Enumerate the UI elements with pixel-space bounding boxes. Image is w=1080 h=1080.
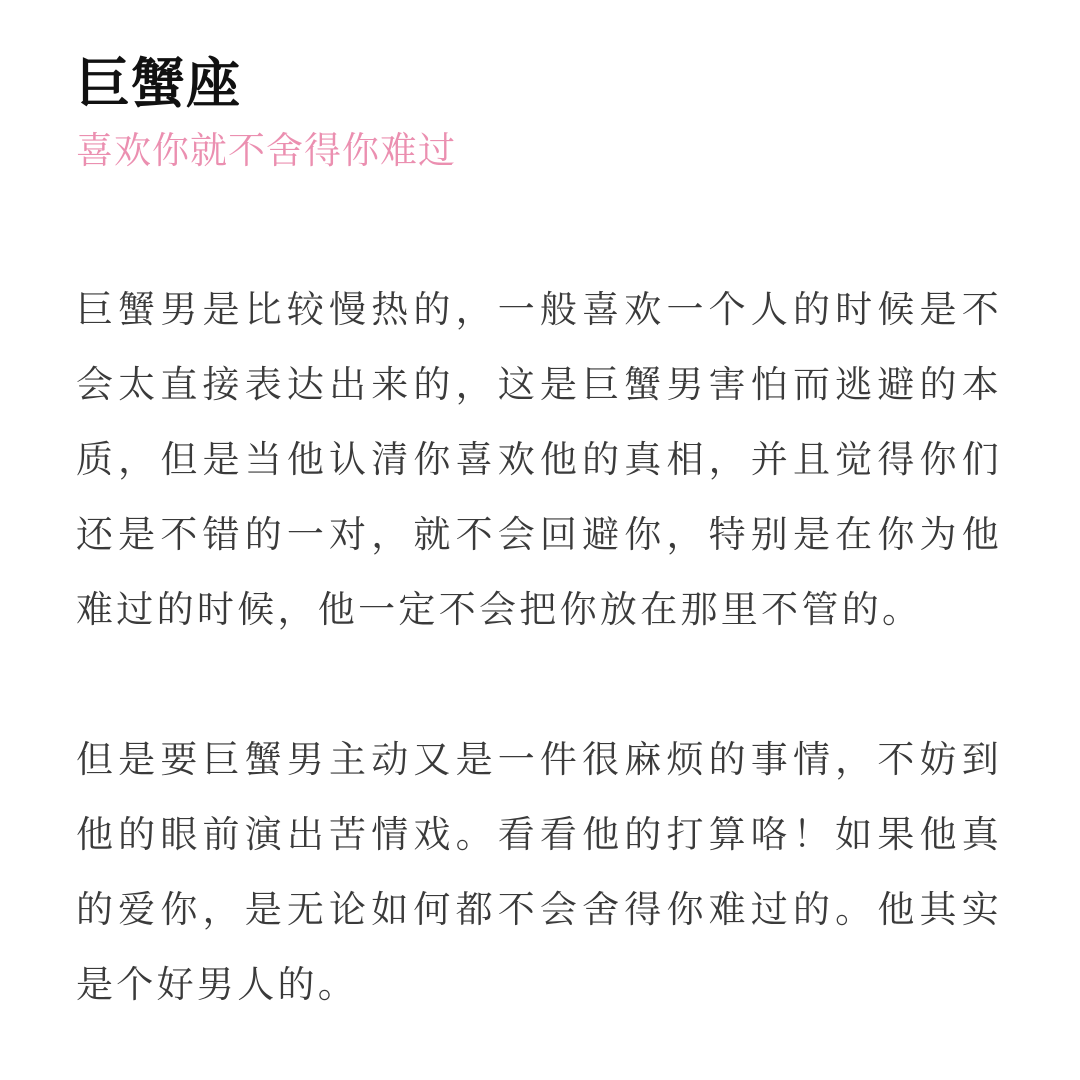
article-subtitle: 喜欢你就不舍得你难过 [76,129,456,172]
article-paragraph-1: 巨蟹男是比较慢热的，一般喜欢一个人的时候是不会太直接表达出来的，这是巨蟹男害怕而逃避的本质，但是当他认清你喜欢他的真相，并且觉得你们还是不错的一对，就不会回避你，特别是在你为他难过的时候，他一定不会把你放在那里不管的。 [76,288,1002,631]
article-title: 巨蟹座 [76,52,241,115]
article-paragraph-2: 但是要巨蟹男主动又是一件很麻烦的事情，不妨到他的眼前演出苦情戏。看看他的打算咯！如果他真的爱你，是无论如何都不会舍得你难过的。他其实是个好男人的。 [76,738,1002,1006]
